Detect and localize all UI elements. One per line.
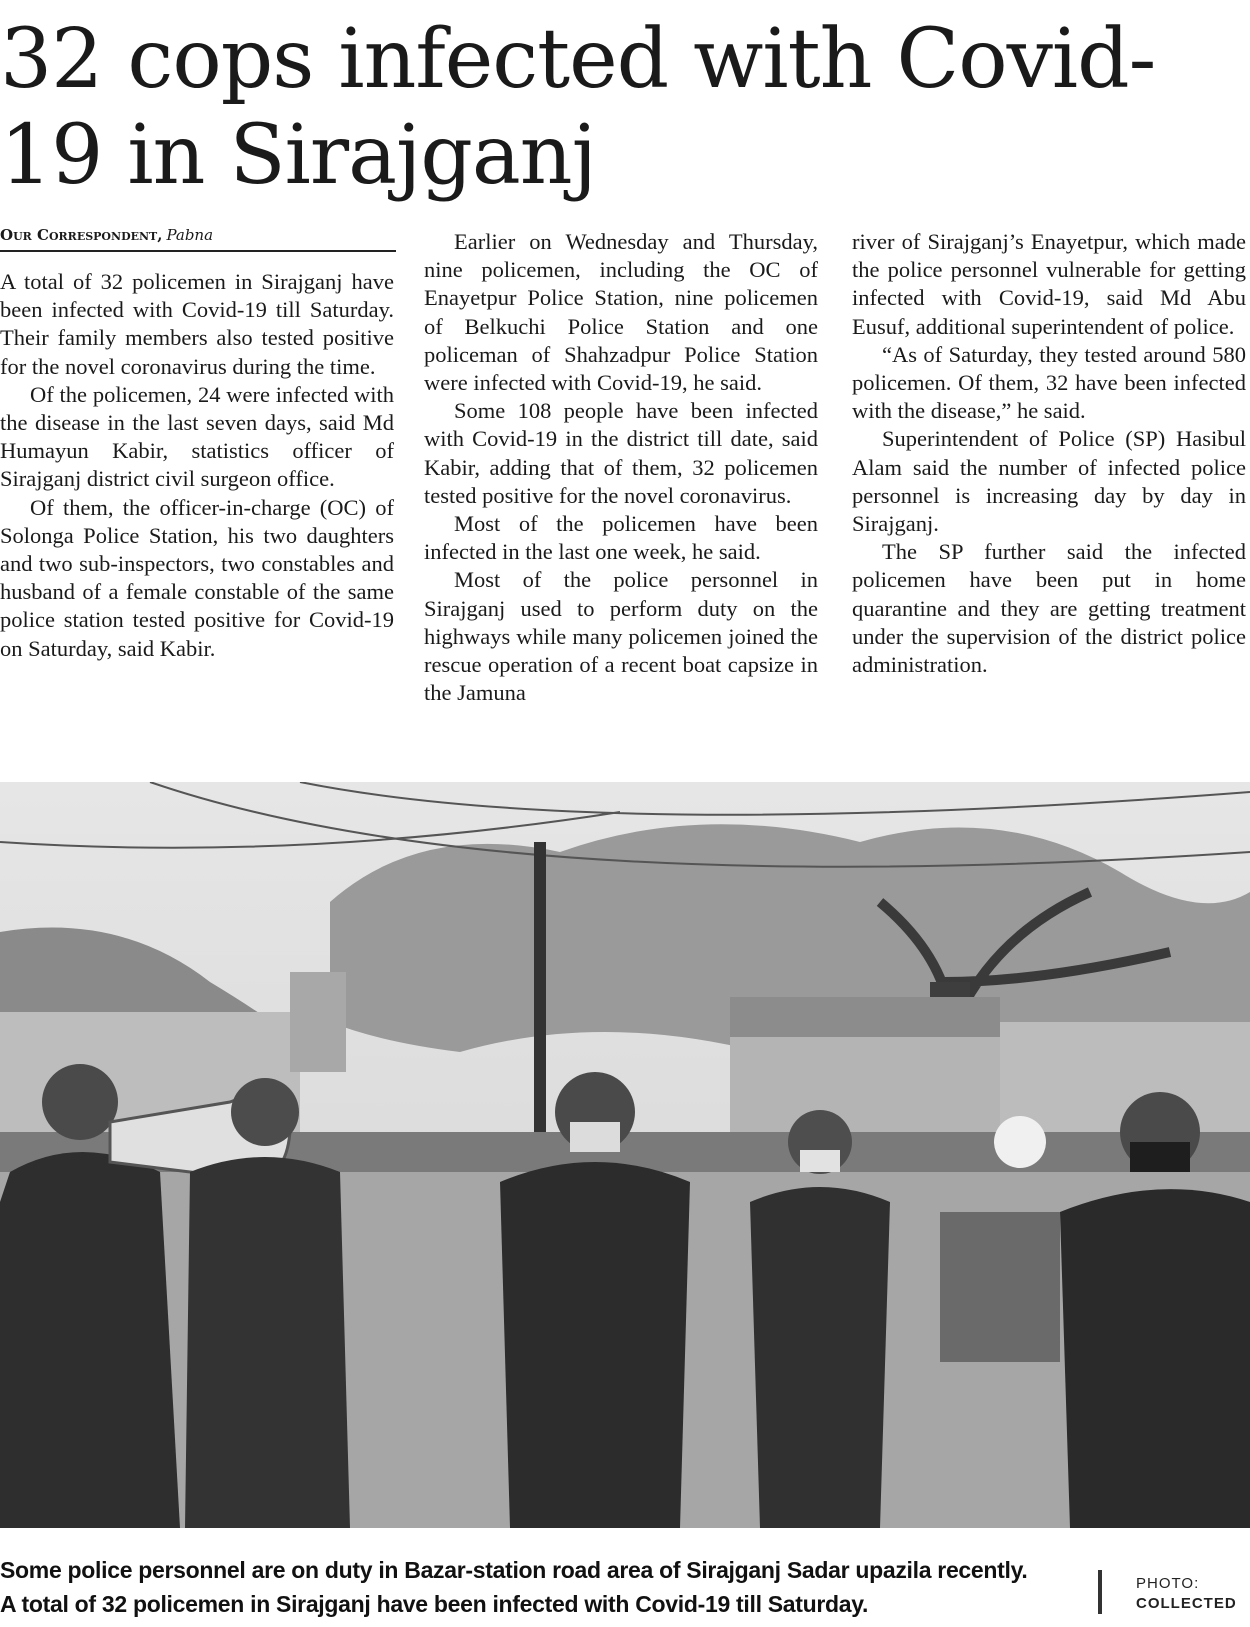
article-paragraph: The SP further said the infected policemen have been put in home quarantine and they are getting treatment under the supervision of the district police administration. — [852, 539, 1246, 678]
news-photo — [0, 782, 1250, 1528]
credit-divider — [1098, 1570, 1102, 1614]
police-photo-illustration — [0, 782, 1250, 1528]
photo-credit-source: COLLECTED — [1136, 1595, 1237, 1612]
article-paragraph: “As of Saturday, they tested around 580 policemen. Of them, 32 have been infected with the disease,” he said. — [852, 341, 1246, 424]
headline: 32 cops infected with Covid-19 in Sirajganj — [0, 12, 1156, 203]
article-paragraph: Most of the police personnel in Sirajganj used to perform duty on the highways while many policemen joined the rescue operation of a recent boat capsize in the Jamuna — [424, 567, 818, 706]
byline-author: Our Correspondent, — [0, 226, 163, 244]
byline-location: Pabna — [166, 226, 214, 244]
article-paragraph: river of Sirajganj’s Enayetpur, which made the police personnel vulnerable for getting infected with Covid-19, said Md Abu Eusuf, additional superintendent of police. — [852, 229, 1246, 339]
article-paragraph: A total of 32 policemen in Sirajganj have been infected with Covid-19 till Saturday. Their family members also tested positive for the novel coronavirus during the time. — [0, 269, 394, 379]
article-column-2 — [424, 228, 818, 707]
photo-caption: Some police personnel are on duty in Bazar-station road area of Sirajganj Sadar upazila recently. A total of 32 policemen in Sirajganj have been infected with Covid-19 till Saturday. — [0, 1557, 1028, 1617]
article-paragraph: Some 108 people have been infected with Covid-19 in the district till date, said Kabir, adding that of them, 32 policemen tested positive for the novel coronavirus. — [424, 398, 818, 508]
article-paragraph: Most of the policemen have been infected in the last one week, he said. — [424, 511, 818, 565]
byline — [0, 226, 396, 252]
photo-credit-label: PHOTO: — [1136, 1575, 1200, 1592]
article-column-1 — [0, 268, 394, 663]
article-paragraph: Of them, the officer-in-charge (OC) of Solonga Police Station, his two daughters and two sub-inspectors, two constables and husband of a female constable of the same police station tested positive for Covid-19 on Saturday, said Kabir. — [0, 494, 394, 661]
article-column-3 — [852, 228, 1246, 679]
article-paragraph: Earlier on Wednesday and Thursday, nine policemen, including the OC of Enayetpur Police Station, nine policemen of Belkuchi Police Station and one policeman of Shahzadpur Police Station were infected with Covid-19, he said. — [424, 229, 818, 396]
article-paragraph: Of the policemen, 24 were infected with the disease in the last seven days, said Md Humayun Kabir, statistics officer of Sirajganj district civil surgeon office. — [0, 381, 394, 492]
article-paragraph: Superintendent of Police (SP) Hasibul Alam said the number of infected police personnel is increasing day by day in Sirajganj. — [852, 426, 1246, 537]
photo-credit — [1136, 1574, 1237, 1614]
